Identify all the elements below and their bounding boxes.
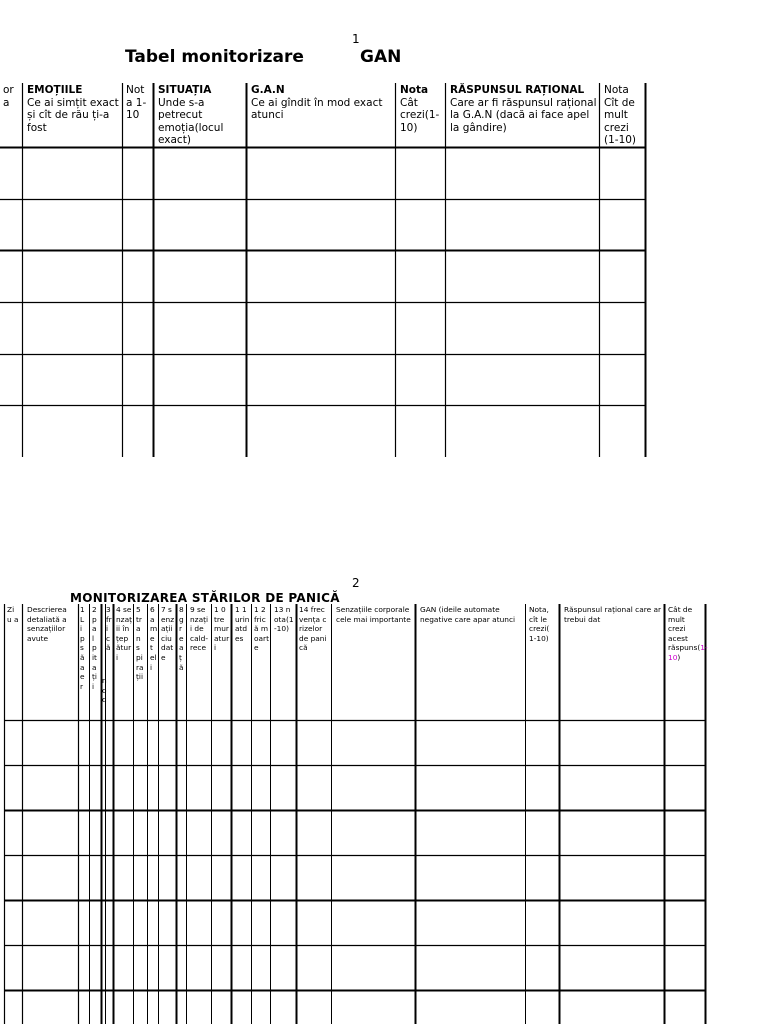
page-title-1: Tabel monitorizare xyxy=(125,47,304,67)
header-sub: Not a 1-10 xyxy=(126,84,147,122)
header-title: Nota xyxy=(400,84,429,96)
column-header-raspunsul-rational-2: Răspunsul rațional care ar trebui dat xyxy=(564,605,662,624)
column-header-nota-cit-le-crezi: Nota, cît le crezi( 1-10) xyxy=(529,605,550,643)
column-header-intepaturi: 4 senzații înțepături xyxy=(116,605,132,662)
column-header-greata: 8 greață xyxy=(179,605,184,672)
column-header-senzatiile-corporale: Senzațiile corporale cele mai importante xyxy=(336,605,411,624)
column-header-nota-cat-crezi xyxy=(400,84,443,134)
column-header-nota-cit-de-mult xyxy=(604,84,644,147)
column-header-urinat: 1 1 urinatdes xyxy=(235,605,250,643)
header-sub: Cât crezi(1-10) xyxy=(400,96,440,134)
column-header-gan xyxy=(251,84,393,122)
header-title: RĂSPUNSUL RAȚIONAL xyxy=(450,84,585,96)
page-title-1-suffix: GAN xyxy=(360,47,402,67)
page-number-2: 2 xyxy=(352,576,360,590)
column-header-frecventa: 14 frecvența crizelor de panică xyxy=(299,605,327,653)
column-header-cat-de-mult-crezi xyxy=(668,605,708,663)
column-header-ameteli: 6 ameteli xyxy=(150,605,158,672)
column-header-frica: 3 frică xyxy=(106,605,112,653)
column-header-tremuraturi: 1 0 tremuraturi xyxy=(214,605,230,653)
column-header-descrierea: Descrierea detaliată a senzațiilor avute xyxy=(27,605,67,643)
header-accent-range: 1-10 xyxy=(668,643,708,662)
header-sub: Care ar fi răspunsul rațional la G.A.N (dacă ai face apel la gândire) xyxy=(450,96,597,134)
column-header-transpiratii: 5 transpirații xyxy=(136,605,144,682)
column-header-palpitatii: 2 palpitații xyxy=(92,605,97,691)
page-title-2: MONITORIZAREA STĂRILOR DE PANICĂ xyxy=(70,591,340,605)
header-label: Cât de mult crezi acest răspuns( xyxy=(668,605,701,653)
column-header-lipsa-aer: 1 Lipsă aer xyxy=(80,605,85,691)
column-header-situatia xyxy=(158,84,244,147)
column-header-ziua: Zi u a xyxy=(7,605,19,624)
column-header-nod: nod xyxy=(102,676,107,705)
header-title: SITUAȚIA xyxy=(158,84,212,96)
header-label-end: ) xyxy=(677,652,681,662)
column-header-senzatii-ciudate: 7 senzații ciudate xyxy=(161,605,175,662)
column-header-frica-moarte: 1 2 frică moarte xyxy=(254,605,269,653)
column-header-emotiile xyxy=(27,84,120,134)
header-sub: Nota Cît de mult crezi (1-10) xyxy=(604,84,637,147)
column-header-nota-13: 13 nota(1-10) xyxy=(274,605,294,634)
header-title: G.A.N xyxy=(251,84,285,96)
header-title: EMOȚIILE xyxy=(27,84,83,96)
column-header-raspunsul-rational xyxy=(450,84,598,134)
header-sub: or a xyxy=(3,84,14,109)
page-number-1: 1 xyxy=(352,32,360,46)
column-header-cald-rece: 9 senzații de cald-rece xyxy=(190,605,209,653)
header-sub: Ce ai gîndit în mod exact atunci xyxy=(251,96,383,122)
column-header-ora xyxy=(3,84,21,109)
header-sub: Ce ai simțit exact și cît de rău ți-a fost xyxy=(27,96,119,134)
header-sub: Unde s-a petrecut emoția(locul exact) xyxy=(158,96,224,147)
column-header-nota xyxy=(126,84,152,122)
column-header-gan-2: GAN (ideile automate negative care apar atunci xyxy=(420,605,516,624)
